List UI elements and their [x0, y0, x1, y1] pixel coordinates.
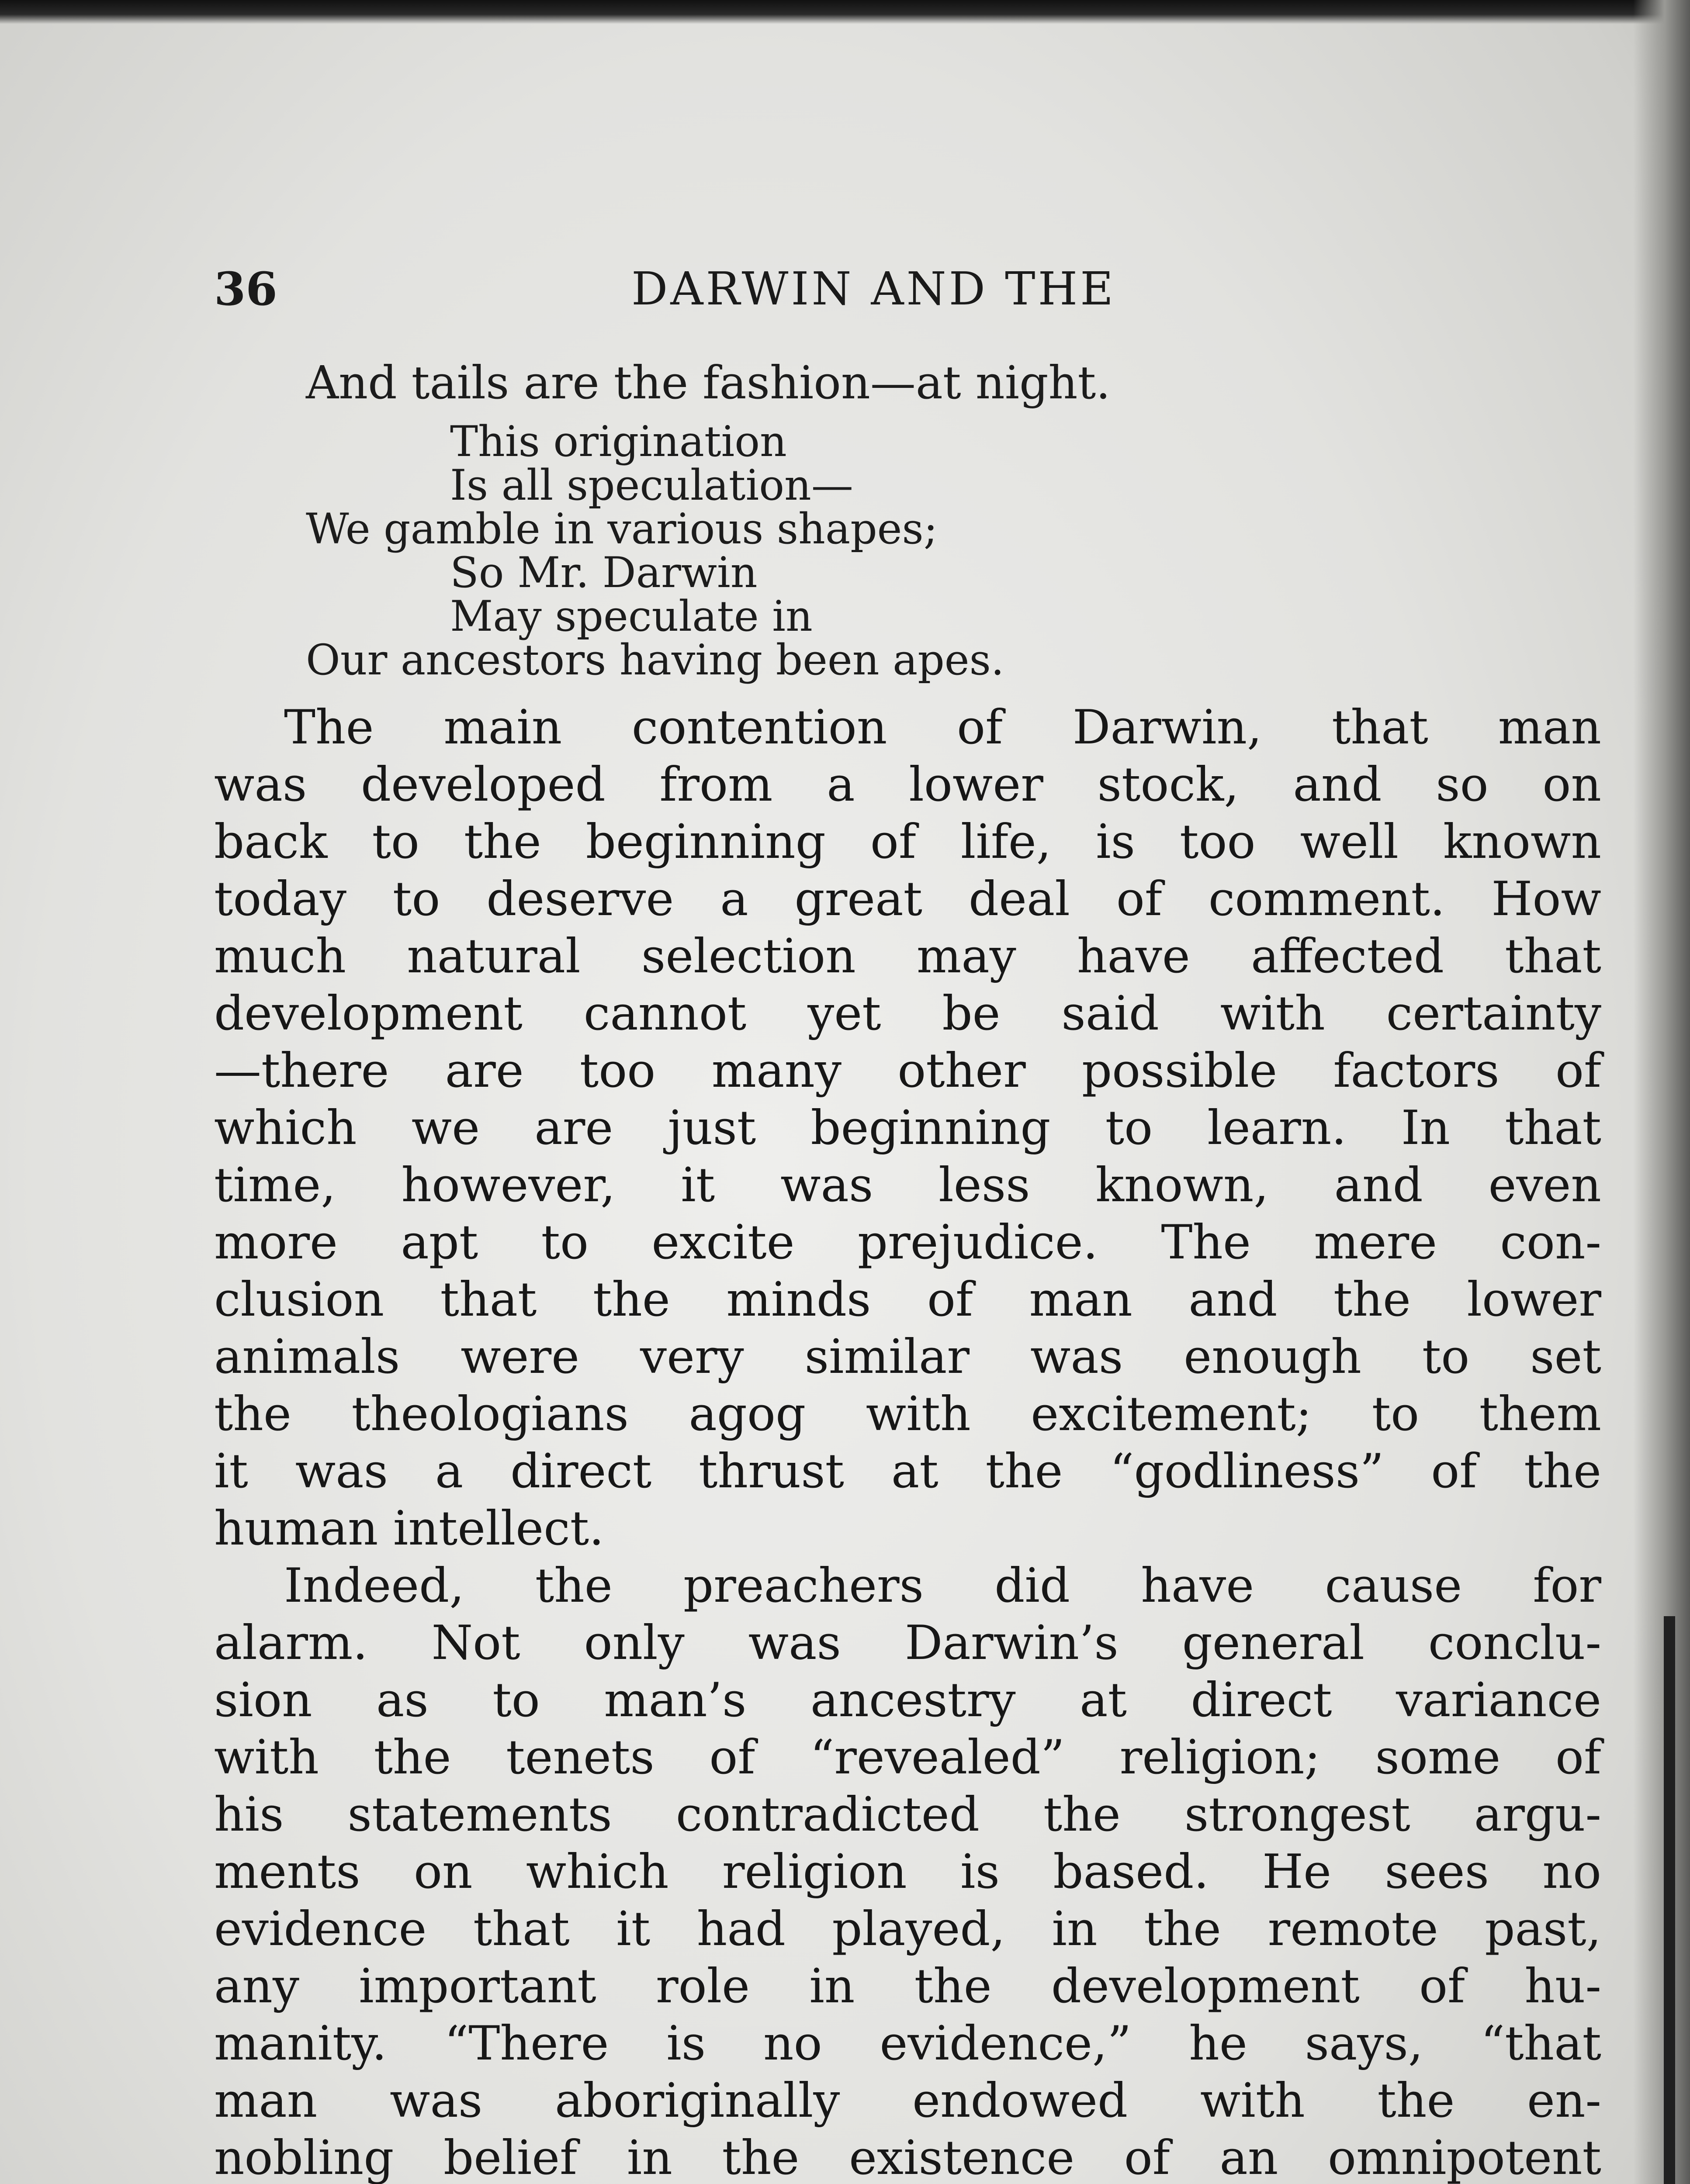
poem-line: Is all speculation— — [450, 461, 853, 510]
poem-line: And tails are the fashion—at night. — [306, 356, 1111, 409]
body-line: today to deserve a great deal of comment. How — [214, 872, 1601, 926]
poem-line: May speculate in — [450, 592, 813, 641]
body-line: clusion that the minds of man and the lower — [214, 1272, 1601, 1327]
poem-line: Our ancestors having been apes. — [306, 636, 1004, 684]
body-line: more apt to excite prejudice. The mere con- — [214, 1215, 1601, 1270]
body-line: —there are too many other possible factors of — [214, 1044, 1601, 1098]
body-line: nobling belief in the existence of an omnipotent — [214, 2131, 1601, 2184]
poem-line: We gamble in various shapes; — [306, 505, 938, 553]
body-text — [214, 699, 1601, 2184]
body-line: his statements contradicted the strongest argu- — [214, 1787, 1601, 1842]
body-line: any important role in the development of hu- — [214, 1959, 1601, 2014]
body-line: manity. “There is no evidence,” he says, “that — [214, 2016, 1601, 2071]
poem-line: This origination — [450, 417, 787, 466]
page-top-shadow — [0, 0, 1690, 24]
body-line: The main contention of Darwin, that man — [284, 700, 1601, 755]
body-line: development cannot yet be said with certainty — [214, 986, 1601, 1041]
running-head: DARWIN AND THE — [631, 262, 1116, 315]
body-line: it was a direct thrust at the “godliness” of the — [214, 1444, 1601, 1499]
body-line: human intellect. — [214, 1501, 604, 1556]
body-line: with the tenets of “revealed” religion; some of — [214, 1730, 1601, 1785]
body-line: much natural selection may have affected that — [214, 929, 1601, 984]
page-number: 36 — [214, 262, 277, 316]
body-line: which we are just beginning to learn. In that — [214, 1101, 1601, 1155]
body-line: animals were very similar was enough to set — [214, 1330, 1601, 1384]
binding-edge — [1664, 1616, 1675, 2184]
body-line: ments on which religion is based. He sees no — [214, 1845, 1601, 1899]
body-line: the theologians agog with excitement; to them — [214, 1387, 1601, 1441]
poem-line: So Mr. Darwin — [450, 548, 758, 597]
body-line: was developed from a lower stock, and so on — [214, 757, 1601, 812]
body-line: alarm. Not only was Darwin’s general conclu- — [214, 1616, 1601, 1670]
body-line: man was aboriginally endowed with the en- — [214, 2073, 1601, 2128]
body-line: sion as to man’s ancestry at direct variance — [214, 1673, 1601, 1728]
body-line: Indeed, the preachers did have cause for — [284, 1559, 1601, 1613]
page-header — [214, 262, 1603, 328]
body-line: back to the beginning of life, is too well known — [214, 815, 1601, 869]
body-line: evidence that it had played, in the remote past, — [214, 1902, 1601, 1956]
body-line: time, however, it was less known, and even — [214, 1158, 1601, 1213]
page-right-shadow — [1633, 0, 1690, 2184]
